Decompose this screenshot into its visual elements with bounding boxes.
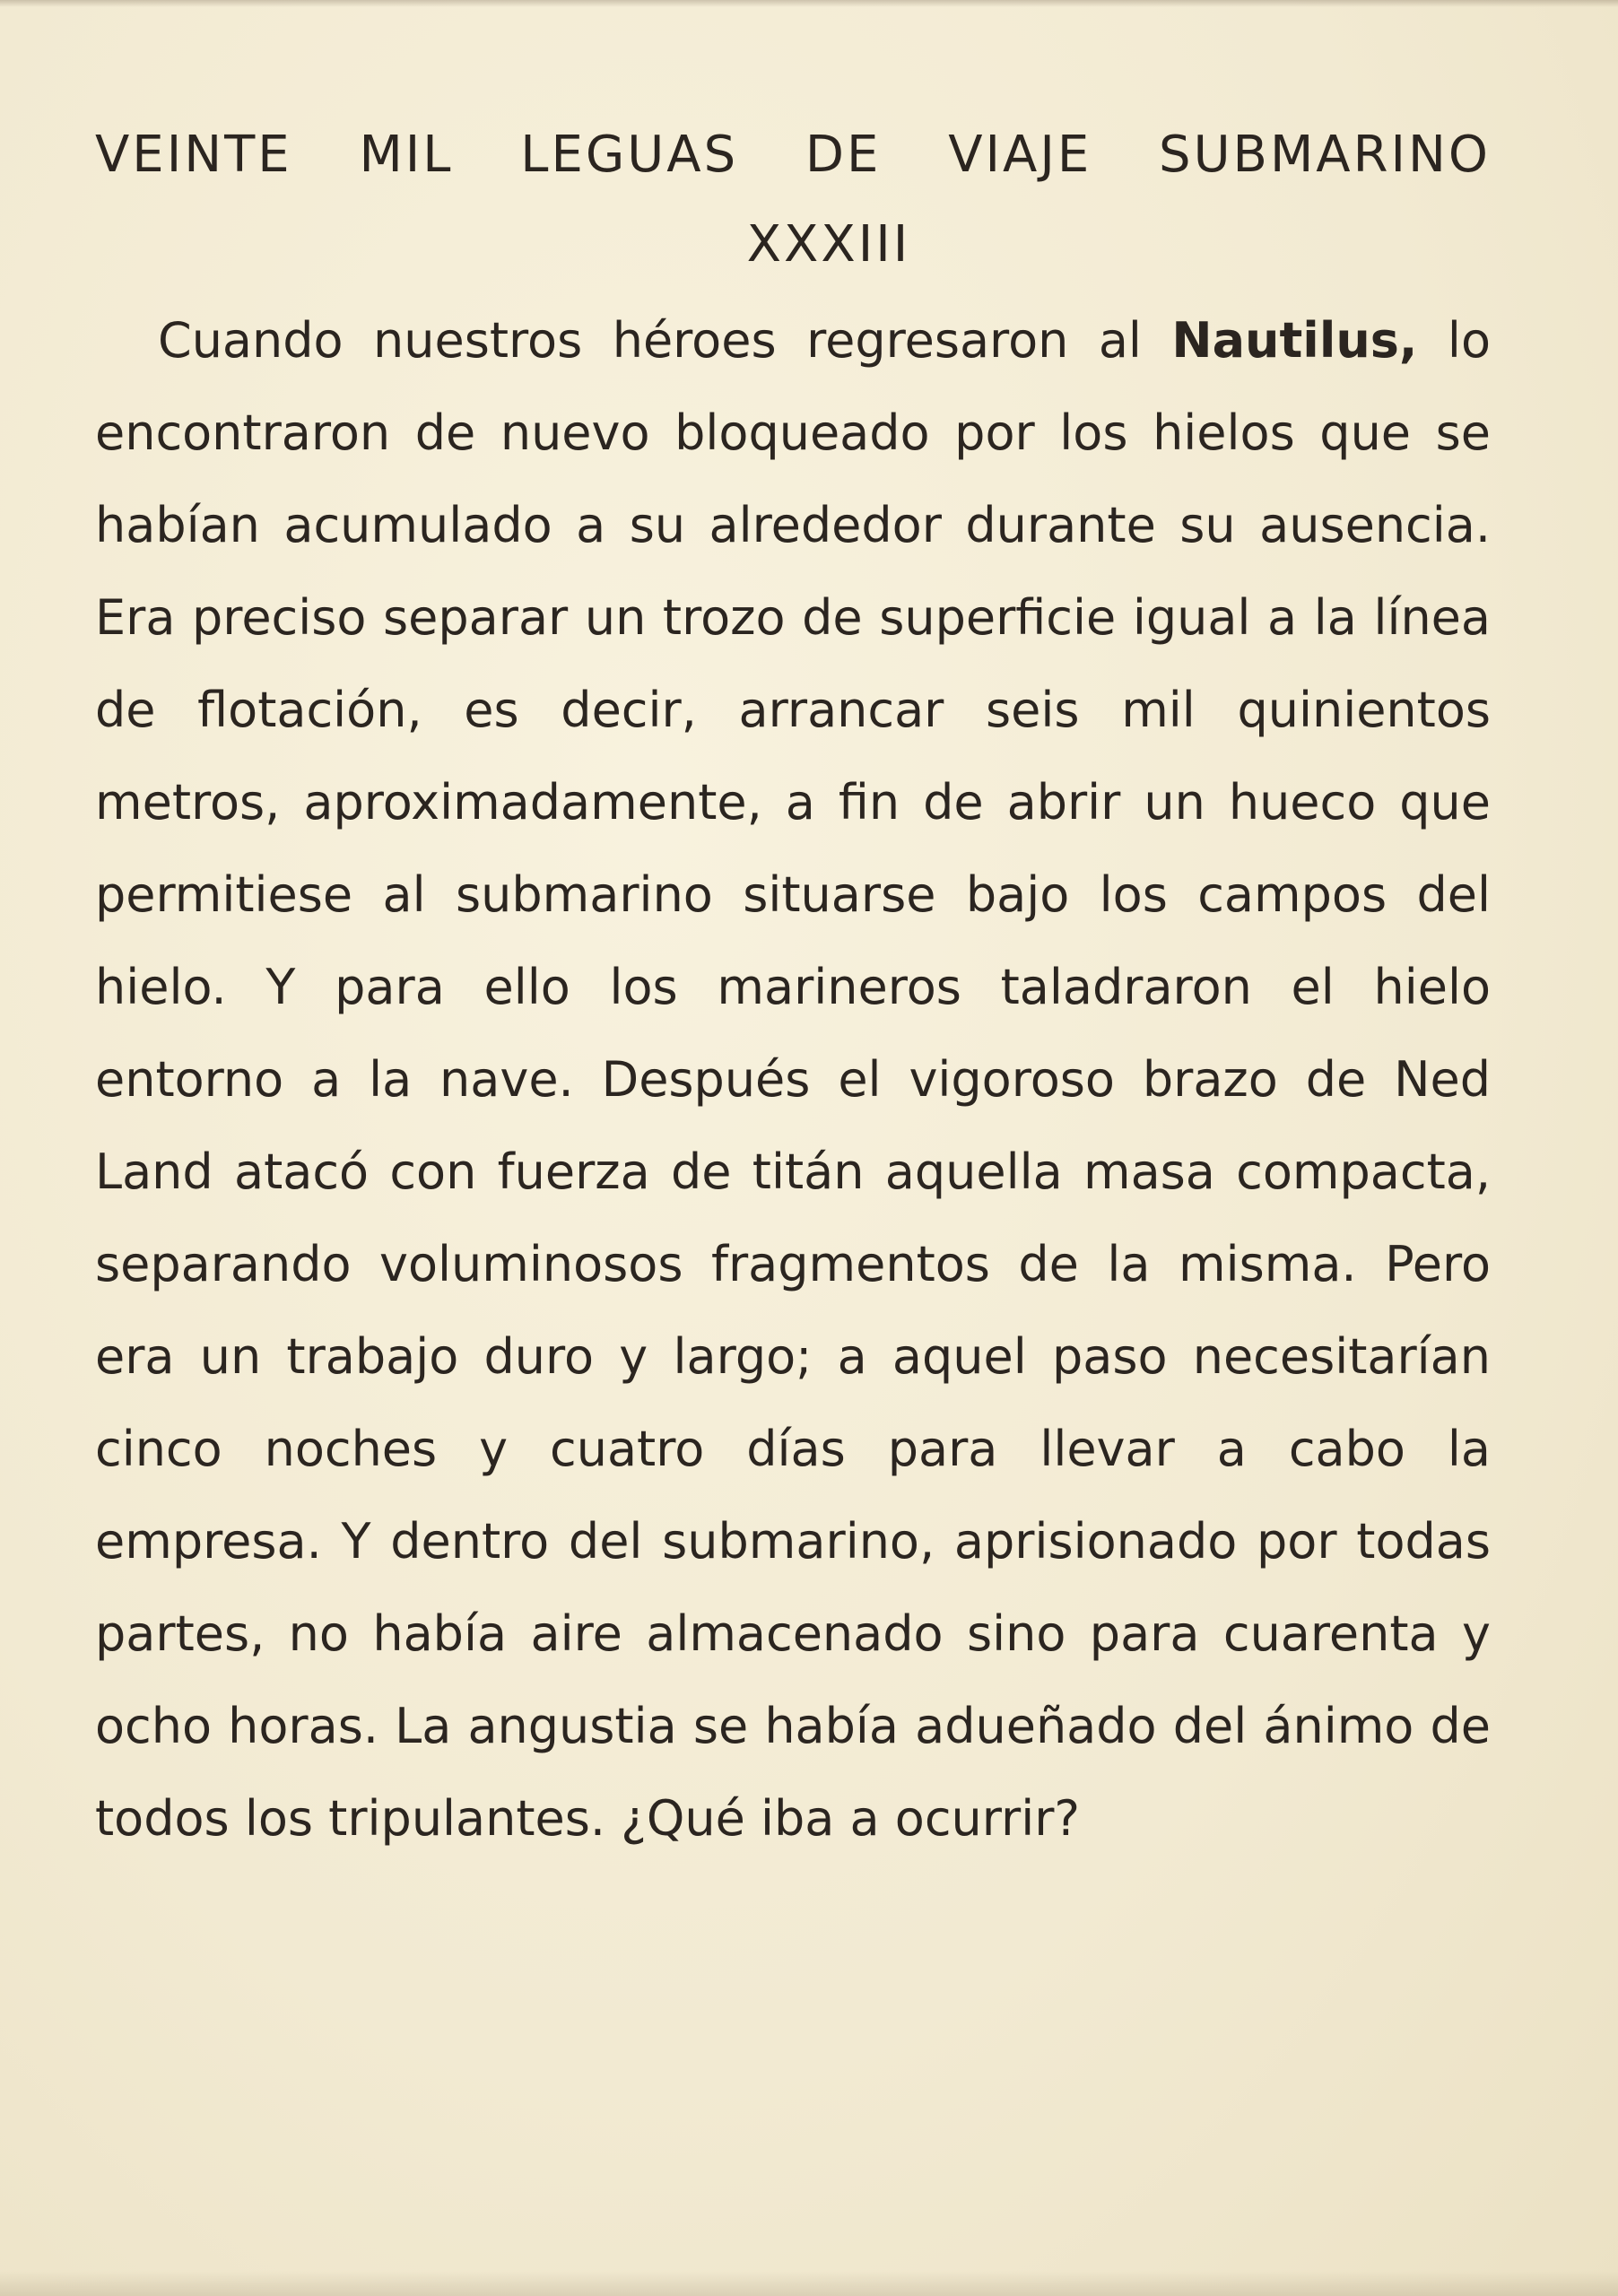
card-content [95, 115, 1491, 1865]
card-bottom-edge [0, 2271, 1618, 2296]
paragraph-intro: Cuando nuestros héroes regresaron al [158, 312, 1172, 369]
story-paragraph [95, 294, 1491, 1865]
paragraph-rest: lo encontraron de nuevo bloqueado por los hielos que se habían acumulado a su alrededor durante su ausencia. Era preciso separar un trozo de superficie igual a la línea de flotación, es decir, arrancar seis mil quinientos metros, aproximadamente, a fin de abrir un hueco que permitiese al submarino situarse bajo los campos del hielo. Y para ello los marineros taladraron el hielo entorno a la nave. Después el vigoroso brazo de Ned Land atacó con fuerza de titán aquella masa compacta, separando voluminosos fragmentos de la misma. Pero era un trabajo duro y largo; a aquel paso necesitarían cinco noches y cuatro días para llevar a cabo la empresa. Y dentro del submarino, aprisionado por todas partes, no había aire almacenado sino para cuarenta y ocho horas. La angustia se había adueñado del ánimo de todos los tripulantes. ¿Qué iba a ocurrir? [95, 312, 1491, 1847]
chapter-number: XXXIII [746, 215, 911, 274]
ship-name: Nautilus, [1171, 312, 1418, 369]
card-top-edge [0, 0, 1618, 7]
book-title: VEINTE MIL LEGUAS DE VIAJE SUBMARINO [95, 126, 1491, 184]
